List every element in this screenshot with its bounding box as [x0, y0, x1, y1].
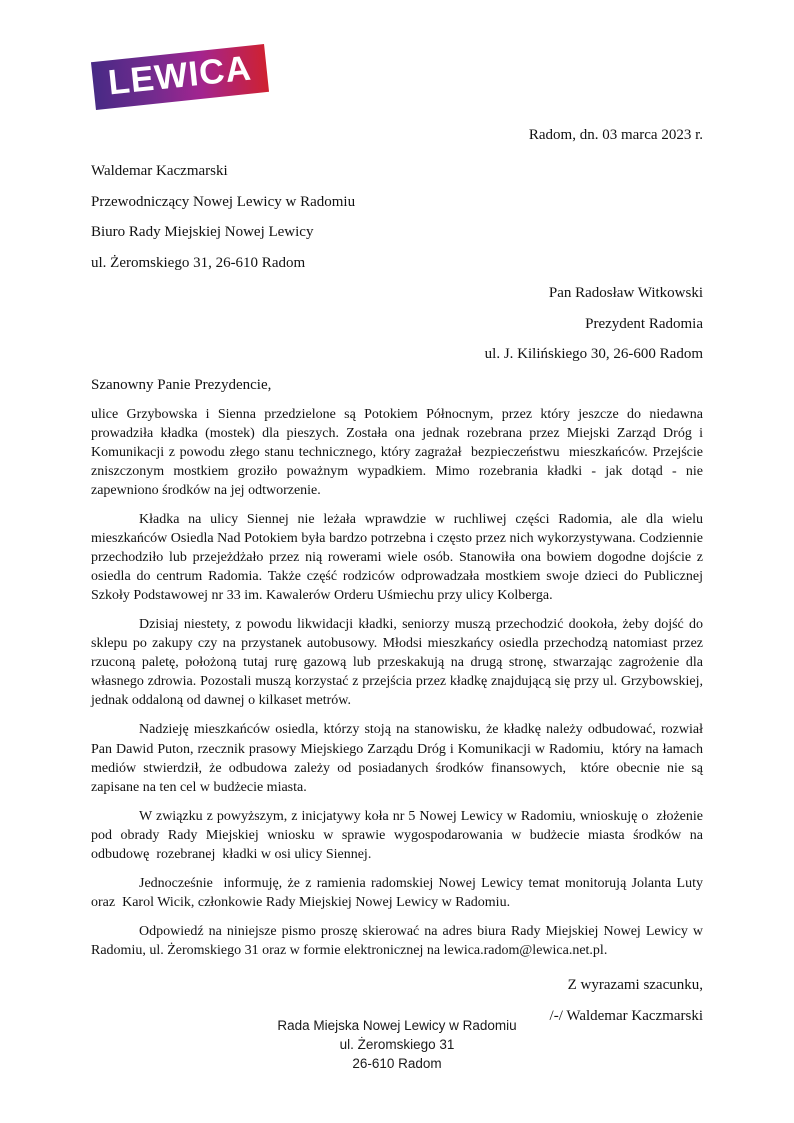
page-footer: [0, 1016, 794, 1073]
signature-line: /-/ Waldemar Kaczmarski: [549, 1007, 703, 1024]
sender-office: Biuro Rady Miejskiej Nowej Lewicy: [91, 224, 314, 240]
footer-organization: Rada Miejska Nowej Lewicy w Radomiu: [277, 1018, 517, 1033]
paragraph-4: Nadzieję mieszkańców osiedla, którzy stoją na stanowisku, że kładkę należy odbudować, rozwiał Pan Dawid Puton, rzecznik prasowy Miejskiego Zarządu Dróg i Komunikacji w Radomiu, który na łamach mediów stwierdził, że odbudowa zależy od posiadanych środków finansowych, które obecnie nie są zapisane na ten cel w budżecie miasta.: [91, 722, 707, 795]
recipient-name: Pan Radosław Witkowski: [548, 285, 703, 301]
footer-street: ul. Żeromskiego 31: [339, 1037, 455, 1053]
closing-salutation: Z wyrazami szacunku,: [567, 976, 703, 993]
sender-block: [91, 156, 703, 278]
sender-address: ul. Żeromskiego 31, 26-610 Radom: [91, 254, 306, 271]
header: [91, 45, 703, 111]
recipient-title: Prezydent Radomia: [585, 315, 703, 332]
footer-city: 26-610 Radom: [352, 1056, 442, 1072]
paragraph-2: Kładka na ulicy Siennej nie leżała wprawdzie w ruchliwej części Radomia, ale dla wielu mieszkańców Osiedla Nad Potokiem była bardzo potrzebna i często przez nich wykorzystywana. Codziennie przechodziło lub przejeżdżało przez nią rowerami wiele osób. Stanowiła ona bowiem dogodne dojście z osiedla do centrum Radomia. Także część rodziców odprowadzała mostkiem swoje dzieci do Publicznej Szkoły Podstawowej nr 33 im. Kawalerów Orderu Uśmiechu przy ulicy Kolberga.: [91, 512, 707, 604]
paragraph-7: Odpowiedź na niniejsze pismo proszę skierować na adres biura Rady Miejskiej Nowej Lewicy w Radomiu, ul. Żeromskiego 31 oraz w formie elektronicznej na lewica.radom@lewica.net.pl.: [91, 923, 707, 958]
recipient-block: [91, 278, 703, 370]
paragraph-1: ulice Grzybowska i Sienna przedzielone są Potokiem Północnym, przez który jeszcze do niedawna prowadziła kładka (mostek) dla pieszych. Została ona jednak rozebrana przez Miejski Zarząd Dróg i Komunikacji z powodu złego stanu technicznego, który zagrażał bezpieczeństwu mieszkańców. Przejście zniszczonym mostkiem groziło poważnym wypadkiem. Mimo rozebrania kładki - jak dotąd - nie zapewniono środków na jej odtworzenie.: [91, 407, 707, 499]
recipient-address: ul. J. Kilińskiego 30, 26-600 Radom: [484, 346, 703, 362]
lewica-logo-text: LEWICA: [106, 48, 254, 103]
salutation: Szanowny Panie Prezydencie,: [91, 376, 272, 393]
sender-title: Przewodniczący Nowej Lewicy w Radomiu: [91, 193, 356, 210]
letter-body: [91, 405, 707, 960]
paragraph-3: Dzisiaj niestety, z powodu likwidacji kładki, seniorzy muszą przechodzić dookoła, żeby dojść do sklepu po zakupy czy na przystanek autobusowy. Młodsi mieszkańcy osiedla przechodzą natomiast przez rzuconą paletę, położoną tutaj rurę gazową lub przeskakują na drugą stronę, stwarzając zagrożenie dla własnego zdrowia. Pozostali muszą korzystać z przejścia przez kładkę znajdującą się przy ul. Grzybowskiej, jednak oddaloną od dawnej o kilkaset metrów.: [91, 617, 707, 709]
lewica-logo: [91, 44, 269, 110]
sender-name: Waldemar Kaczmarski: [91, 163, 228, 179]
paragraph-6: Jednocześnie informuję, że z ramienia radomskiej Nowej Lewicy temat monitorują Jolanta Luty oraz Karol Wicik, członkowie Rady Miejskiej Nowej Lewicy w Radomiu.: [91, 875, 707, 910]
date-line: Radom, dn. 03 marca 2023 r.: [528, 127, 703, 143]
paragraph-5: W związku z powyższym, z inicjatywy koła nr 5 Nowej Lewicy w Radomiu, wnioskuję o złożenie pod obrady Rady Miejskiej wniosku w sprawie wygospodarowania w budżecie miasta środków na odbudowę rozebranej kładki w osi ulicy Siennej.: [91, 808, 707, 862]
